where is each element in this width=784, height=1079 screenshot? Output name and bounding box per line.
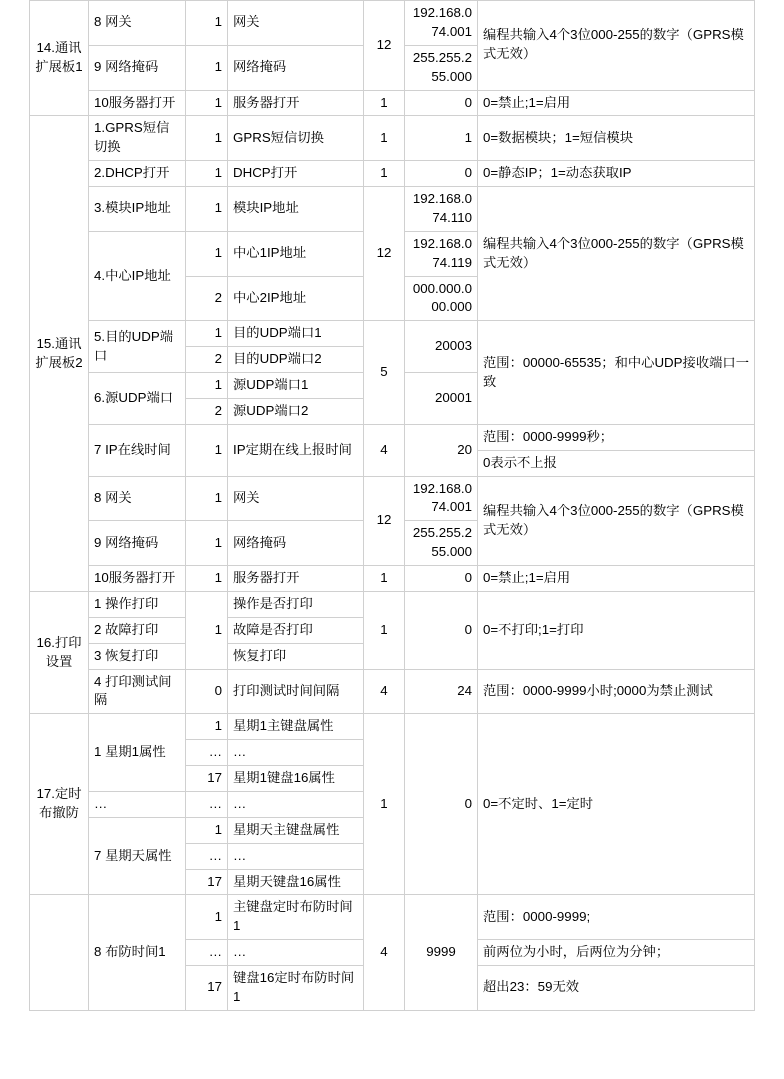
length-value: 4 [364, 669, 405, 714]
item-label: 8 网关 [89, 476, 186, 521]
item-description: IP定期在线上报时间 [228, 424, 364, 476]
length-value: 5 [364, 321, 405, 425]
sub-index: 1 [186, 714, 228, 740]
item-description: 网关 [228, 1, 364, 46]
remark-text: 编程共输入4个3位000-255的数字（GPRS模式无效） [478, 187, 755, 321]
item-description: 目的UDP端口1 [228, 321, 364, 347]
item-label: 9 网络掩码 [89, 45, 186, 90]
item-label: 2.DHCP打开 [89, 161, 186, 187]
item-label: 10服务器打开 [89, 566, 186, 592]
length-value: 12 [364, 187, 405, 321]
table-row [30, 476, 755, 521]
item-description: 目的UDP端口2 [228, 347, 364, 373]
sub-index: 1 [186, 90, 228, 116]
item-label: 8 布防时间1 [89, 895, 186, 1010]
sub-index: 1 [186, 321, 228, 347]
item-label: 7 IP在线时间 [89, 424, 186, 476]
length-value: 4 [364, 424, 405, 476]
sub-index: 1 [186, 521, 228, 566]
length-value: 1 [364, 714, 405, 895]
item-label: 3.模块IP地址 [89, 187, 186, 232]
default-value: 0 [405, 90, 478, 116]
default-value: 0 [405, 161, 478, 187]
sub-index: … [186, 791, 228, 817]
sub-index: 17 [186, 766, 228, 792]
sub-index: 1 [186, 424, 228, 476]
default-value: 24 [405, 669, 478, 714]
item-description: … [228, 791, 364, 817]
item-label: 2 故障打印 [89, 617, 186, 643]
table-row [30, 895, 755, 940]
item-description: 星期天主键盘属性 [228, 817, 364, 843]
sub-index: 1 [186, 161, 228, 187]
table-row [30, 161, 755, 187]
table-row [30, 591, 755, 617]
sub-index: 1 [186, 373, 228, 399]
sub-index: 1 [186, 566, 228, 592]
parameter-table [29, 0, 755, 1011]
item-description: GPRS短信切换 [228, 116, 364, 161]
length-value: 1 [364, 591, 405, 669]
item-description: 源UDP端口1 [228, 373, 364, 399]
group-label-sec15: 15.通讯扩展板2 [30, 116, 89, 592]
sub-index: 0 [186, 669, 228, 714]
item-description: 星期天键盘16属性 [228, 869, 364, 895]
item-label: 8 网关 [89, 1, 186, 46]
sub-index: 1 [186, 1, 228, 46]
sub-index: … [186, 940, 228, 966]
table-row [30, 566, 755, 592]
group-label-sec17: 17.定时布撤防 [30, 714, 89, 895]
table-row [30, 116, 755, 161]
sub-index: 2 [186, 398, 228, 424]
table-row [30, 187, 755, 232]
remark-text: 超出23：59无效 [478, 966, 755, 1011]
item-description: 故障是否打印 [228, 617, 364, 643]
remark-text: 0=禁止;1=启用 [478, 90, 755, 116]
remark-text: 0=不定时、1=定时 [478, 714, 755, 895]
item-description: 恢复打印 [228, 643, 364, 669]
remark-text: 编程共输入4个3位000-255的数字（GPRS模式无效） [478, 1, 755, 91]
length-value: 12 [364, 1, 405, 91]
default-value: 255.255.255.000 [405, 45, 478, 90]
item-label: 5.目的UDP端口 [89, 321, 186, 373]
table-row [30, 424, 755, 450]
item-label: 7 星期天属性 [89, 817, 186, 895]
default-value: 20001 [405, 373, 478, 425]
length-value: 1 [364, 90, 405, 116]
item-description: 服务器打开 [228, 90, 364, 116]
default-value: 192.168.074.001 [405, 476, 478, 521]
sub-index: 1 [186, 187, 228, 232]
remark-text: 0表示不上报 [478, 450, 755, 476]
remark-text: 范围：0000-9999小时;0000为禁止测试 [478, 669, 755, 714]
remark-text: 编程共输入4个3位000-255的数字（GPRS模式无效） [478, 476, 755, 566]
remark-text: 前两位为小时，后两位为分钟； [478, 940, 755, 966]
default-value: 9999 [405, 895, 478, 1010]
item-label: 4 打印测试间隔 [89, 669, 186, 714]
item-label: 10服务器打开 [89, 90, 186, 116]
length-value: 1 [364, 566, 405, 592]
item-description: 模块IP地址 [228, 187, 364, 232]
group-label-sec16: 16.打印设置 [30, 591, 89, 713]
table-row [30, 321, 755, 347]
sub-index: 17 [186, 966, 228, 1011]
remark-text: 0=禁止;1=启用 [478, 566, 755, 592]
item-description: 操作是否打印 [228, 591, 364, 617]
length-value: 4 [364, 895, 405, 1010]
remark-text: 0=静态IP；1=动态获取IP [478, 161, 755, 187]
group-label-sec17-cont [30, 895, 89, 1010]
sub-index: 1 [186, 45, 228, 90]
sub-index: 17 [186, 869, 228, 895]
item-label: 6.源UDP端口 [89, 373, 186, 425]
sub-index: 1 [186, 591, 228, 669]
length-value: 1 [364, 116, 405, 161]
table-row [30, 714, 755, 740]
sub-index: … [186, 843, 228, 869]
sub-index: 1 [186, 895, 228, 940]
item-description: 中心2IP地址 [228, 276, 364, 321]
item-label: 1.GPRS短信切换 [89, 116, 186, 161]
item-description: … [228, 940, 364, 966]
item-description: 网关 [228, 476, 364, 521]
item-label: 1 操作打印 [89, 591, 186, 617]
item-label: 3 恢复打印 [89, 643, 186, 669]
remark-text: 0=数据模块；1=短信模块 [478, 116, 755, 161]
item-description: … [228, 843, 364, 869]
item-description: 网络掩码 [228, 45, 364, 90]
default-value: 1 [405, 116, 478, 161]
sub-index: 1 [186, 231, 228, 276]
sub-index: 1 [186, 476, 228, 521]
table-row [30, 1, 755, 46]
item-description: … [228, 740, 364, 766]
item-description: 键盘16定时布防时间1 [228, 966, 364, 1011]
item-description: DHCP打开 [228, 161, 364, 187]
default-value: 0 [405, 591, 478, 669]
item-description: 源UDP端口2 [228, 398, 364, 424]
sub-index: 1 [186, 116, 228, 161]
default-value: 20 [405, 424, 478, 476]
length-value: 1 [364, 161, 405, 187]
sub-index: 1 [186, 817, 228, 843]
item-label: 1 星期1属性 [89, 714, 186, 792]
item-description: 星期1键盘16属性 [228, 766, 364, 792]
table-row [30, 90, 755, 116]
item-description: 服务器打开 [228, 566, 364, 592]
item-description: 打印测试时间间隔 [228, 669, 364, 714]
table-row [30, 669, 755, 714]
default-value: 0 [405, 566, 478, 592]
remark-text: 0=不打印;1=打印 [478, 591, 755, 669]
item-description: 中心1IP地址 [228, 231, 364, 276]
default-value: 0 [405, 714, 478, 895]
sub-index: 2 [186, 347, 228, 373]
default-value: 192.168.074.110 [405, 187, 478, 232]
default-value: 255.255.255.000 [405, 521, 478, 566]
group-label-sec14: 14.通讯扩展板1 [30, 1, 89, 116]
item-label: 4.中心IP地址 [89, 231, 186, 321]
item-label: … [89, 791, 186, 817]
length-value: 12 [364, 476, 405, 566]
remark-text: 范围：0000-9999; [478, 895, 755, 940]
item-label: 9 网络掩码 [89, 521, 186, 566]
item-description: 星期1主键盘属性 [228, 714, 364, 740]
default-value: 20003 [405, 321, 478, 373]
default-value: 192.168.074.001 [405, 1, 478, 46]
default-value: 192.168.074.119 [405, 231, 478, 276]
remark-text: 范围：0000-9999秒； [478, 424, 755, 450]
sub-index: … [186, 740, 228, 766]
sub-index: 2 [186, 276, 228, 321]
item-description: 网络掩码 [228, 521, 364, 566]
default-value: 000.000.000.000 [405, 276, 478, 321]
remark-text: 范围：00000-65535；和中心UDP接收端口一致 [478, 321, 755, 425]
item-description: 主键盘定时布防时间1 [228, 895, 364, 940]
